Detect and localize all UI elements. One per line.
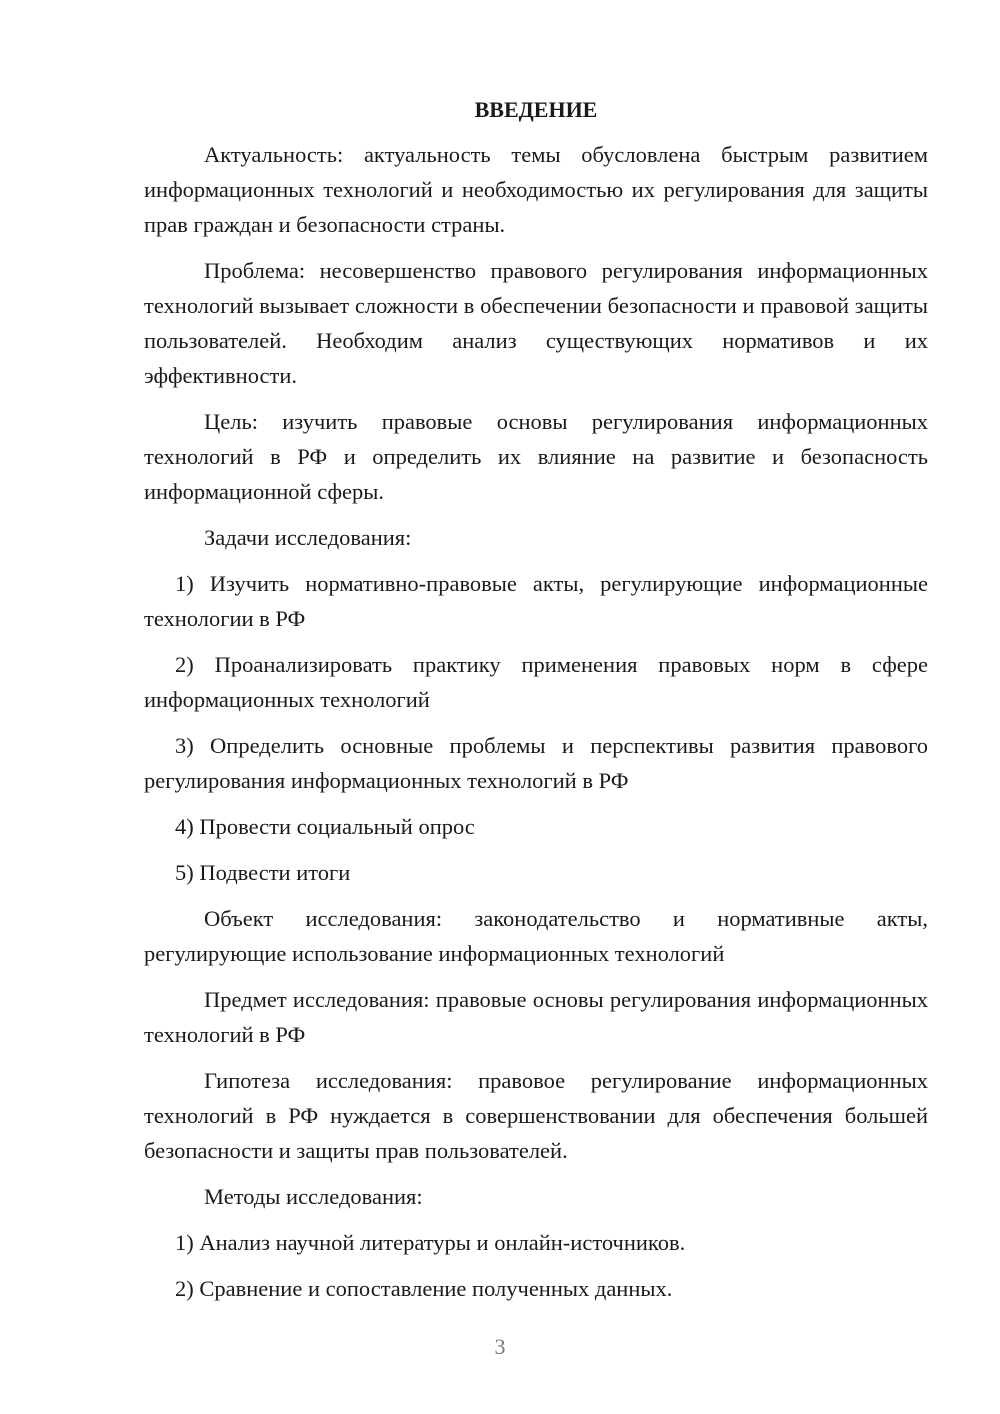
paragraph-goal: Цель: изучить правовые основы регулирования информационных технологий в РФ и определить их влияние на развитие и безопасность информационной сферы. (144, 409, 928, 504)
task-item-3: 3) Определить основные проблемы и перспективы развития правового регулирования информационных технологий в РФ (144, 733, 928, 793)
paragraph-problem: Проблема: несовершенство правового регулирования информационных технологий вызывает сложности в обеспечении безопасности и правовой защиты пользователей. Необходим анализ существующих нормативов и их эффективности. (144, 258, 928, 388)
page-number: 3 (494, 1334, 506, 1359)
paragraph-tasks-heading: Задачи исследования: (204, 525, 412, 550)
task-item-5: 5) Подвести итоги (175, 860, 351, 885)
paragraph-hypothesis: Гипотеза исследования: правовое регулирование информационных технологий в РФ нуждается в совершенствовании для обеспечения большей безопасности и защиты прав пользователей. (144, 1068, 928, 1163)
paragraph-subject: Предмет исследования: правовые основы регулирования информационных технологий в РФ (144, 987, 928, 1047)
method-item-2: 2) Сравнение и сопоставление полученных данных. (175, 1276, 673, 1301)
page-title: ВВЕДЕНИЕ (474, 97, 598, 122)
paragraph-methods-heading: Методы исследования: (204, 1184, 423, 1209)
task-item-4: 4) Провести социальный опрос (175, 814, 475, 839)
paragraph-object: Объект исследования: законодательство и нормативные акты, регулирующие использование информационных технологий (144, 906, 928, 966)
paragraph-relevance: Актуальность: актуальность темы обусловлена быстрым развитием информационных технологий и необходимостью их регулирования для защиты прав граждан и безопасности страны. (144, 142, 928, 237)
task-item-2: 2) Проанализировать практику применения правовых норм в сфере информационных технологий (144, 652, 928, 712)
method-item-1: 1) Анализ научной литературы и онлайн-источников. (175, 1230, 686, 1255)
document-page (144, 95, 928, 1317)
task-item-1: 1) Изучить нормативно-правовые акты, регулирующие информационные технологии в РФ (144, 571, 928, 631)
